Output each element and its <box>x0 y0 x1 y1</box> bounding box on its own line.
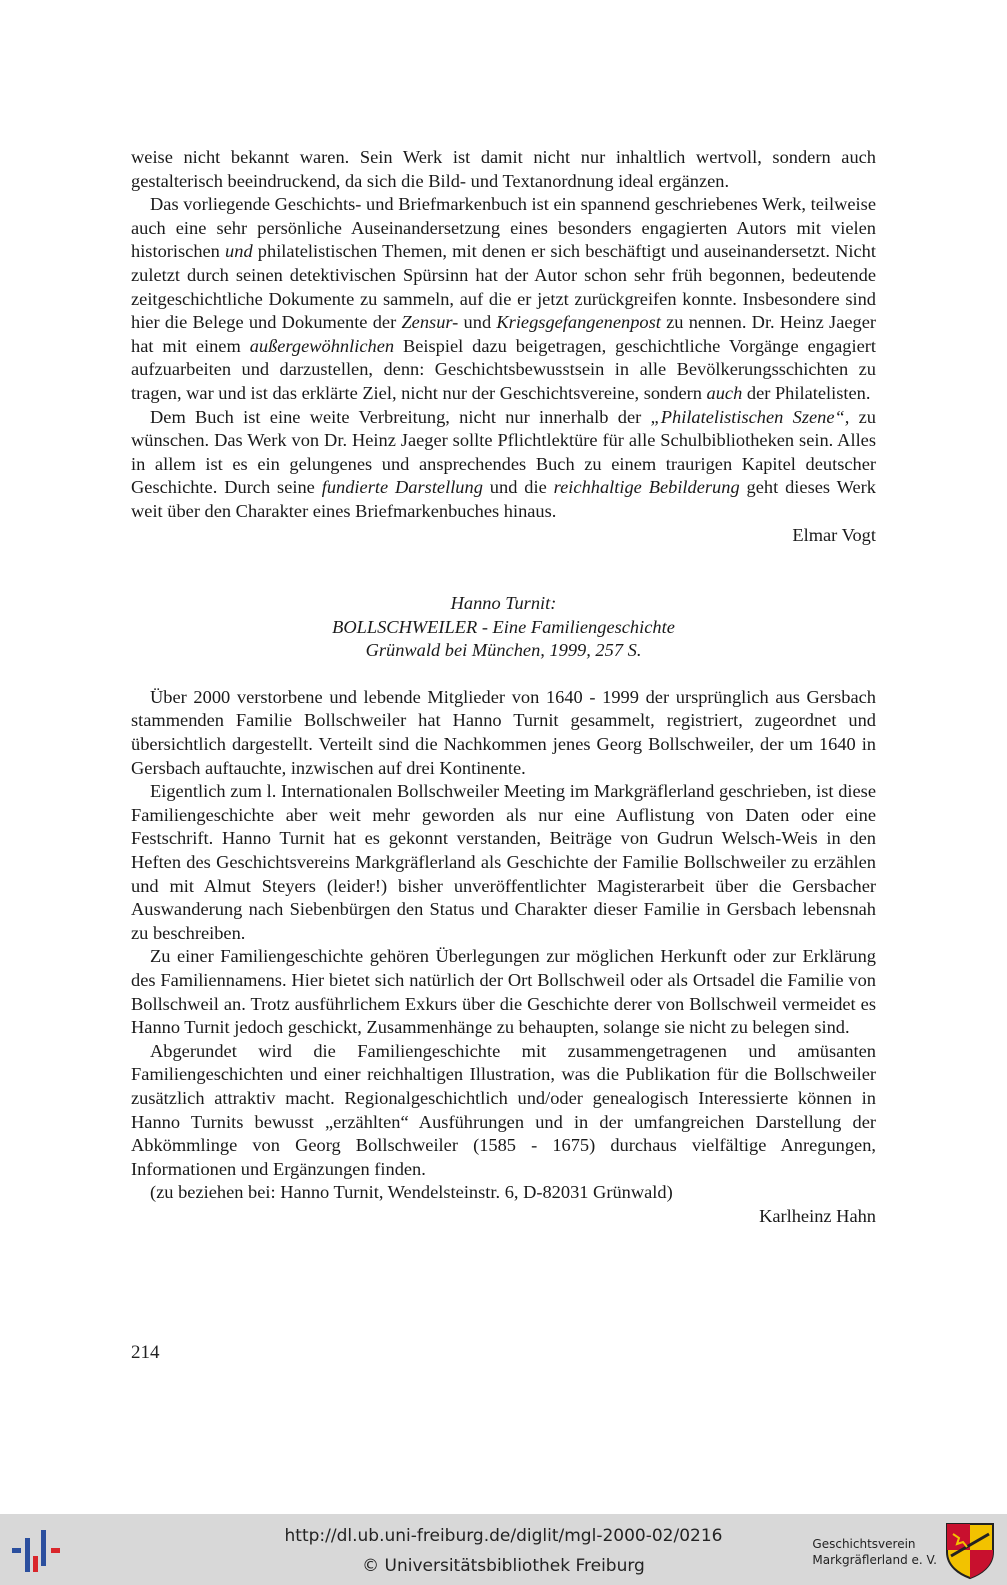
italic-text: auch <box>706 382 743 403</box>
paragraph <box>131 686 876 780</box>
paragraph <box>131 193 876 405</box>
text-run: Über 2000 verstorbene und lebende Mitglieder von 1640 - 1999 der ursprünglich aus Gersbach stammenden Familie Bollschweiler hat Hanno Turnit gesammelt, registriert, zugeordnet und übersichtlich dargestellt. Verteilt sind die Nachkommen jenes Georg Bollschweiler, der um 1640 in Gersbach auftauchte, inzwischen auf drei Kontinente. <box>131 686 876 778</box>
italic-text: reichhaltige Bebilderung <box>553 477 740 498</box>
text-run: weise nicht bekannt waren. Sein Werk ist damit nicht nur inhaltlich wertvoll, sondern auch gestalterisch beeindruckend, da sich die Bild- und Textanordnung ideal ergänzen. <box>131 147 876 191</box>
text-run: Eigentlich zum l. Internationalen Bollschweiler Meeting im Markgräflerland geschrieben, ist diese Familiengeschichte aber weit mehr geworden als nur eine Auflistung von Daten oder eine Festschrift. Hanno Turnit hat es gekonnt verstanden, Beiträge von Gudrun Welsch-Weis in den Heften des Geschichtsvereins Markgräflerland als Geschichte der Familie Bollschweiler zu erzählen und mit Almut Steyers (leider!) bisher unveröffentlichter Magisterarbeit über die Gersbacher Auswanderung nach Siebenbürgen den Status und Charakter dieser Familie in Gersbach lebensnah zu beschreiben. <box>131 781 876 943</box>
page-body <box>131 146 876 1229</box>
paragraph <box>131 780 876 945</box>
footer-copyright: © Universitätsbibliothek Freiburg <box>362 1556 645 1576</box>
italic-text: außergewöhnlichen <box>249 335 395 356</box>
footer-bar <box>0 1514 1007 1585</box>
paragraph <box>131 1181 876 1205</box>
footer-society-name <box>812 1536 937 1568</box>
book-publication: Grünwald bei München, 1999, 257 S. <box>365 640 642 661</box>
page-number: 214 <box>131 1342 160 1363</box>
society-line: Markgräflerland e. V. <box>812 1553 937 1567</box>
society-line: Geschichtsverein <box>812 1537 916 1551</box>
text-run: zu wünschen. Das Werk von Dr. Heinz Jaeger sollte Pflichtlektüre für alle Schulbibliotheken sein. Alles in allem ist es ein gelungenes und ansprechendes Buch zu einem traurigen Kapitel deutscher Geschichte. Durch seine <box>131 406 876 498</box>
review-vogt <box>131 146 876 547</box>
paragraph <box>131 146 876 193</box>
text-run: geht dieses Werk weit über den Charakter eines Briefmarkenbuches hinaus. <box>131 477 876 521</box>
text-run: und die <box>482 477 554 498</box>
paragraph <box>131 1040 876 1182</box>
text-run: Beispiel dazu beigetragen, geschichtliche Vorgänge engagiert aufzuarbeiten und darzustellen, denn: Geschichtsbewusstsein in alle Bevölkerungsschichten zu tragen, war und ist das erklärte Ziel, nicht nur der Geschichtsvereine, sondern <box>131 335 876 403</box>
coat-of-arms-icon <box>943 1520 997 1580</box>
text-run: philatelistischen Themen, mit denen er sich beschäftigt und auseinandersetzt. Nicht zuletzt durch seinen detektivischen Spürsinn hat der Autor schon sehr früh begonnen, bedeutende zeitgeschichtliche Dokumente zu sammeln, auf die er jetzt zurückgreifen konnte. Insbesondere sind hier die Belege und Dokumente der <box>131 241 876 333</box>
text-run: der Philatelisten. <box>742 382 871 403</box>
italic-text: und <box>225 241 253 262</box>
italic-text: „Philatelistischen Szene“, <box>650 406 850 427</box>
text-run: Abgerundet wird die Familiengeschichte mit zusammengetragenen und amüsanten Familiengeschichten und einer reichhaltigen Illustration, was die Publikation für die Bollschweiler zusätzlich attraktiv macht. Regionalgeschichtlich und/oder genealogisch Interessierte können in Hanno Turnits bewusst „erzählten“ Ausführungen und in der umfangreichen Darstellung der Abkömmlinge von Georg Bollschweiler (1585 - 1675) durchaus vielfältige Anregungen, Informationen und Ergänzungen finden. <box>131 1040 876 1179</box>
italic-text: Zensur- <box>401 312 459 333</box>
book-author: Hanno Turnit: <box>450 593 557 614</box>
text-run: Zu einer Familiengeschichte gehören Überlegungen zur möglichen Herkunft oder zur Erklärung des Familiennamens. Hier bietet sich natürlich der Ort Bollschweil oder als Ortsadel die Familie von Bollschweil an. Trotz ausführlichem Exkurs über die Geschichte derer von Bollschweil vermeidet es Hanno Turnit jedoch geschickt, Zusammenhänge zu behaupten, solange sie nicht zu belegen sind. <box>131 946 876 1038</box>
review-signature: Karlheinz Hahn <box>759 1205 876 1226</box>
book-title: BOLLSCHWEILER - Eine Familiengeschichte <box>332 616 675 637</box>
footer-url-link[interactable]: http://dl.ub.uni-freiburg.de/diglit/mgl-2000-02/0216 <box>284 1526 723 1546</box>
book-heading <box>131 592 876 663</box>
text-run: und <box>458 312 497 333</box>
review-hahn <box>131 686 876 1229</box>
paragraph <box>131 406 876 524</box>
text-run: Das vorliegende Geschichts- und Briefmarkenbuch ist ein spannend geschriebenes Werk, teilweise auch eine sehr persönliche Auseinandersetzung eines besonders engagierten Autors mit vielen historischen <box>131 194 876 262</box>
italic-text: fundierte Darstellung <box>321 477 483 498</box>
review-signature: Elmar Vogt <box>792 524 876 545</box>
text-run: zu nennen. Dr. Heinz Jaeger hat mit einem <box>131 312 877 356</box>
text-run: Dem Buch ist eine weite Verbreitung, nicht nur innerhalb der <box>150 406 651 427</box>
text-run: (zu beziehen bei: Hanno Turnit, Wendelsteinstr. 6, D-82031 Grünwald) <box>150 1182 673 1203</box>
italic-text: Kriegsgefangenenpost <box>496 312 661 333</box>
paragraph <box>131 945 876 1039</box>
